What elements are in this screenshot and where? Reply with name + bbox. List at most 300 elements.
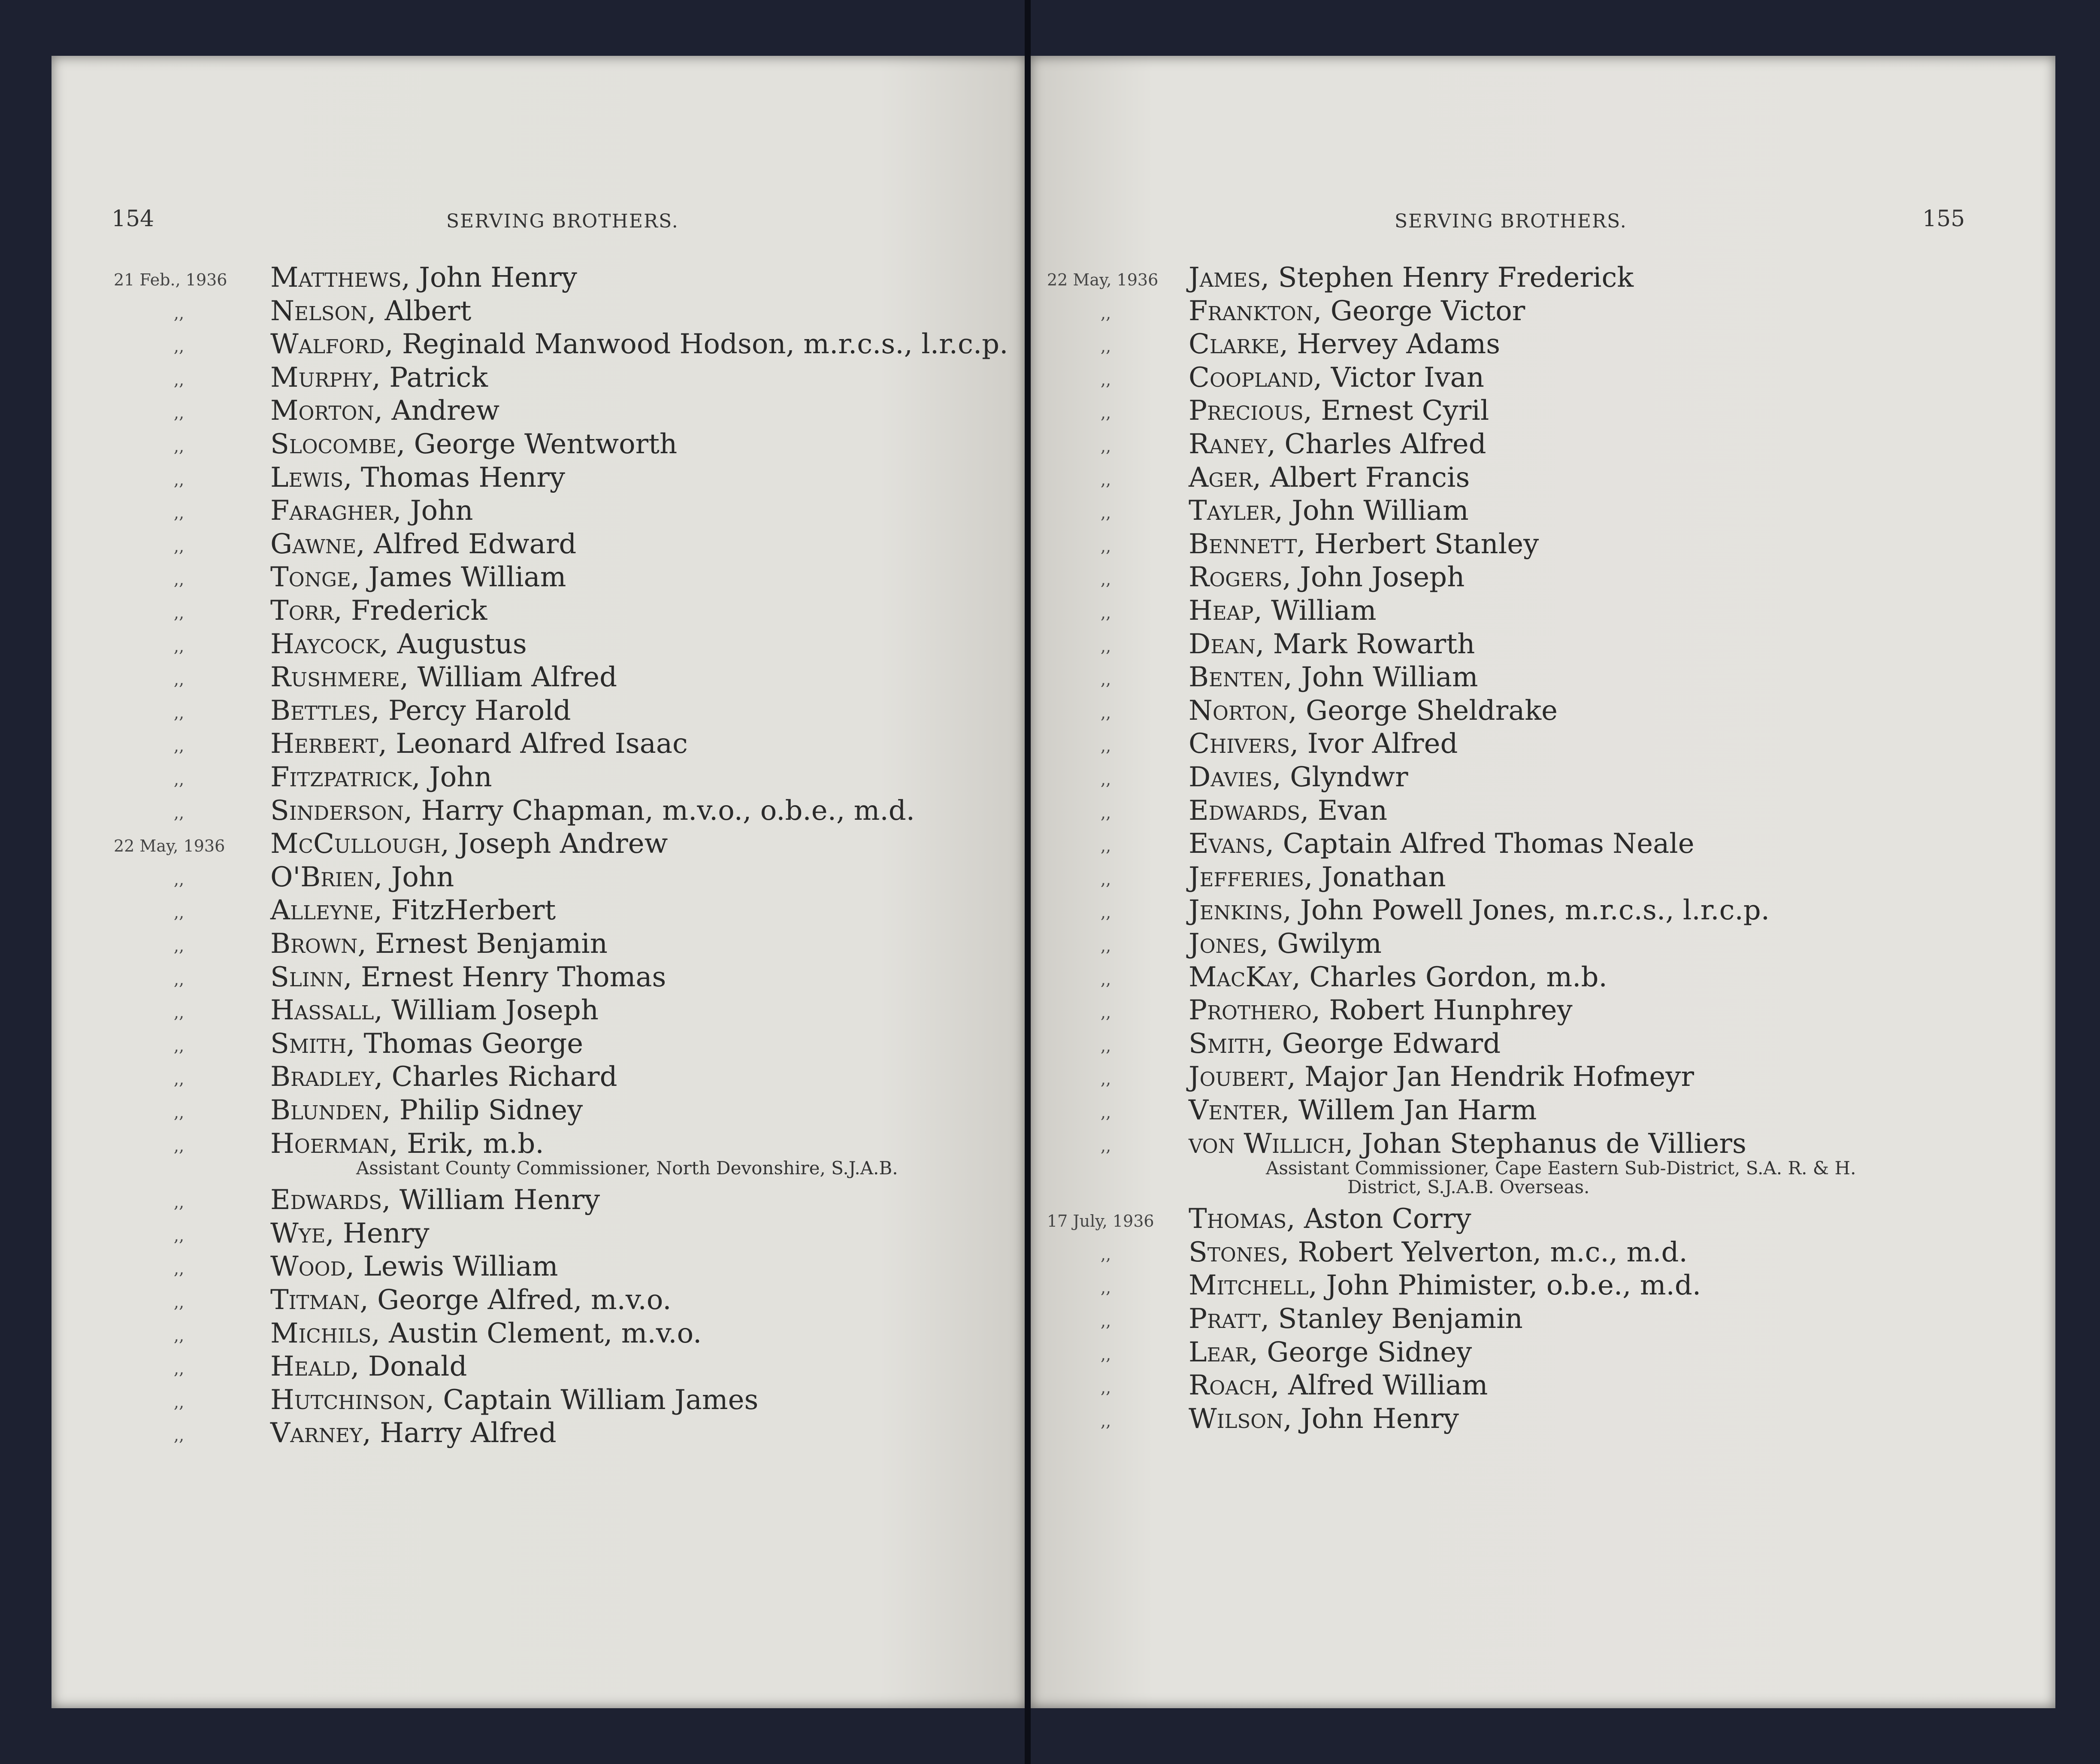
entry-name bbox=[270, 1251, 558, 1282]
entry-given-names: , Johan Stephanus de Villiers bbox=[1344, 1128, 1746, 1160]
entry-name bbox=[1189, 528, 1539, 560]
entry-date: ,, bbox=[174, 337, 185, 356]
entry-name bbox=[1189, 362, 1484, 394]
entry-date: ,, bbox=[1101, 770, 1111, 789]
entry-date: 21 Feb., 1936 bbox=[114, 270, 227, 289]
entry-name bbox=[270, 928, 608, 960]
register-entry bbox=[51, 761, 1026, 791]
entry-name bbox=[1189, 861, 1446, 893]
register-entry bbox=[51, 1094, 1026, 1124]
entry-given-names: , Andrew bbox=[374, 395, 500, 427]
entry-list bbox=[1030, 56, 2055, 1708]
entry-given-names: , Gwilym bbox=[1259, 928, 1382, 960]
register-entry bbox=[51, 595, 1026, 625]
register-entry bbox=[1030, 1028, 2055, 1058]
entry-date: ,, bbox=[1101, 303, 1111, 323]
register-entry bbox=[51, 1184, 1026, 1214]
register-entry bbox=[51, 1128, 1026, 1158]
entry-date: ,, bbox=[1101, 1036, 1111, 1055]
running-head: SERVING BROTHERS. bbox=[446, 210, 679, 232]
entry-surname: Norton bbox=[1189, 694, 1289, 727]
entry-given-names: , Albert Francis bbox=[1252, 461, 1470, 494]
register-entry bbox=[51, 495, 1026, 525]
entry-date: ,, bbox=[174, 303, 185, 323]
register-entry bbox=[1030, 628, 2055, 658]
entry-name bbox=[270, 1284, 672, 1316]
entry-date: ,, bbox=[1101, 670, 1111, 689]
entry-name bbox=[1189, 1337, 1472, 1368]
register-entry bbox=[51, 1251, 1026, 1281]
entry-date: ,, bbox=[1101, 737, 1111, 756]
entry-date: ,, bbox=[1101, 870, 1111, 889]
entry-note: Assistant County Commissioner, North Devonshire, S.J.A.B. bbox=[356, 1158, 898, 1179]
register-entry bbox=[1030, 695, 2055, 725]
register-entry bbox=[51, 961, 1026, 991]
entry-surname: Walford bbox=[270, 328, 385, 361]
entry-surname: Jenkins bbox=[1189, 894, 1283, 927]
register-entry bbox=[51, 1384, 1026, 1414]
register-entry bbox=[1030, 1337, 2055, 1367]
entry-surname: Coopland bbox=[1189, 361, 1313, 394]
entry-date: ,, bbox=[174, 1259, 185, 1279]
entry-surname: Heap bbox=[1189, 595, 1254, 627]
entry-date: ,, bbox=[1101, 837, 1111, 856]
entry-surname: Hassall bbox=[270, 994, 374, 1027]
register-entry bbox=[1030, 1061, 2055, 1091]
entry-given-names: , William bbox=[1253, 595, 1377, 627]
register-entry bbox=[1030, 728, 2055, 758]
register-entry bbox=[1030, 828, 2055, 858]
entry-surname: Matthews bbox=[270, 262, 402, 294]
entry-date: ,, bbox=[174, 1326, 185, 1345]
entry-name bbox=[270, 695, 571, 727]
entry-date: ,, bbox=[1101, 536, 1111, 556]
entry-name bbox=[1189, 328, 1500, 360]
register-entry bbox=[51, 695, 1026, 725]
entry-given-names: , Lewis William bbox=[345, 1251, 558, 1283]
entry-given-names: , John Joseph bbox=[1282, 561, 1465, 594]
register-entry bbox=[51, 1284, 1026, 1314]
entry-name bbox=[270, 994, 599, 1026]
entry-surname: Edwards bbox=[270, 1184, 382, 1216]
entry-given-names: , Robert Hunphrey bbox=[1311, 994, 1573, 1027]
entry-name bbox=[1189, 961, 1607, 993]
entry-given-names: , Frederick bbox=[333, 595, 487, 627]
entry-name bbox=[270, 362, 488, 394]
entry-surname: Smith bbox=[270, 1027, 346, 1060]
entry-given-names: , Herbert Stanley bbox=[1297, 528, 1539, 560]
entry-given-names: , Patrick bbox=[372, 361, 488, 394]
entry-date: ,, bbox=[174, 1226, 185, 1245]
entry-date: ,, bbox=[1101, 1278, 1111, 1297]
entry-surname: James bbox=[1189, 262, 1261, 294]
entry-date: ,, bbox=[174, 903, 185, 922]
entry-name bbox=[270, 395, 499, 427]
entry-date: ,, bbox=[1101, 370, 1111, 389]
entry-given-names: , Mark Rowarth bbox=[1256, 628, 1475, 660]
register-entry bbox=[1030, 428, 2055, 458]
entry-given-names: , Erik, m.b. bbox=[389, 1128, 544, 1160]
entry-date: ,, bbox=[174, 1193, 185, 1212]
entry-given-names: , Robert Yelverton, m.c., m.d. bbox=[1280, 1236, 1688, 1268]
entry-surname: Blunden bbox=[270, 1094, 382, 1126]
register-entry bbox=[1030, 861, 2055, 891]
entry-name bbox=[270, 262, 577, 294]
register-entry bbox=[51, 628, 1026, 658]
register-entry bbox=[51, 1028, 1026, 1058]
entry-name bbox=[1189, 828, 1695, 860]
entry-name bbox=[1189, 1094, 1537, 1126]
entry-date: ,, bbox=[1101, 937, 1111, 955]
entry-surname: Evans bbox=[1189, 828, 1265, 860]
entry-name bbox=[1189, 262, 1634, 294]
entry-name bbox=[270, 661, 617, 693]
entry-given-names: , Ernest Cyril bbox=[1303, 395, 1489, 427]
register-entry bbox=[51, 295, 1026, 325]
entry-name bbox=[270, 495, 473, 527]
entry-surname: von Willich bbox=[1189, 1128, 1345, 1160]
entry-given-names: , James William bbox=[351, 561, 566, 594]
entry-date: 22 May, 1936 bbox=[114, 837, 225, 856]
entry-name bbox=[270, 1061, 617, 1093]
entry-given-names: , Henry bbox=[325, 1217, 430, 1249]
entry-given-names: , Charles Gordon, m.b. bbox=[1292, 961, 1607, 993]
entry-given-names: , John bbox=[412, 761, 492, 793]
entry-given-names: , Ernest Henry Thomas bbox=[343, 961, 666, 993]
entry-given-names: , Harry Alfred bbox=[362, 1417, 557, 1449]
entry-surname: O'Brien bbox=[270, 861, 374, 893]
entry-note: District, S.J.A.B. Overseas. bbox=[1347, 1176, 1590, 1198]
entry-name bbox=[270, 1028, 583, 1060]
register-entry bbox=[51, 1218, 1026, 1248]
entry-date: ,, bbox=[1101, 1245, 1111, 1264]
entry-surname: Thomas bbox=[1189, 1203, 1287, 1235]
entry-name bbox=[1189, 1128, 1746, 1160]
entry-name bbox=[1189, 1403, 1459, 1435]
entry-surname: Michils bbox=[270, 1317, 372, 1349]
entry-given-names: , Charles Alfred bbox=[1267, 428, 1486, 460]
register-entry bbox=[51, 561, 1026, 594]
entry-name bbox=[1189, 295, 1525, 327]
entry-name bbox=[1189, 661, 1478, 693]
entry-given-names: , Evan bbox=[1300, 794, 1388, 827]
entry-name bbox=[270, 561, 566, 593]
entry-given-names: , Stanley Benjamin bbox=[1260, 1303, 1523, 1335]
entry-name bbox=[270, 828, 668, 860]
entry-surname: Venter bbox=[1189, 1094, 1281, 1126]
entry-surname: Fitzpatrick bbox=[270, 761, 412, 793]
register-entry bbox=[1030, 1270, 2055, 1300]
entry-list bbox=[51, 56, 1026, 1708]
entry-given-names: , John Powell Jones, m.r.c.s., l.r.c.p. bbox=[1283, 894, 1770, 927]
entry-surname: Roach bbox=[1189, 1370, 1271, 1402]
entry-name bbox=[270, 795, 915, 827]
entry-given-names: , Harry Chapman, m.v.o., o.b.e., m.d. bbox=[403, 794, 915, 827]
entry-surname: Lear bbox=[1189, 1336, 1250, 1368]
register-entry bbox=[1030, 495, 2055, 525]
entry-name bbox=[270, 595, 487, 627]
register-entry bbox=[1030, 1094, 2055, 1124]
entry-name bbox=[1189, 462, 1470, 494]
entry-given-names: , William Alfred bbox=[399, 661, 617, 694]
entry-name bbox=[270, 462, 565, 494]
entry-surname: Gawne bbox=[270, 528, 357, 560]
entry-given-names: , Willem Jan Harm bbox=[1281, 1094, 1537, 1126]
entry-surname: Tayler bbox=[1189, 495, 1274, 527]
register-entry bbox=[1030, 1303, 2055, 1333]
entry-given-names: , Alfred Edward bbox=[356, 528, 577, 560]
entry-date: ,, bbox=[174, 1070, 185, 1089]
entry-surname: Faragher bbox=[270, 495, 393, 527]
entry-date: ,, bbox=[1101, 803, 1111, 822]
entry-surname: Prothero bbox=[1189, 994, 1312, 1027]
entry-given-names: , John William bbox=[1274, 495, 1469, 527]
entry-date: ,, bbox=[174, 503, 185, 523]
entry-date: ,, bbox=[174, 703, 185, 722]
entry-given-names: , Augustus bbox=[379, 628, 527, 660]
entry-surname: Sinderson bbox=[270, 794, 404, 827]
entry-name bbox=[1189, 428, 1486, 460]
register-entry bbox=[1030, 462, 2055, 492]
entry-name bbox=[1189, 894, 1770, 926]
entry-given-names: , Joseph Andrew bbox=[440, 828, 668, 860]
entry-date: ,, bbox=[1101, 1103, 1111, 1122]
entry-date: ,, bbox=[1101, 1136, 1111, 1155]
entry-given-names: , Major Jan Hendrik Hofmeyr bbox=[1287, 1061, 1694, 1093]
entry-date: ,, bbox=[174, 536, 185, 556]
register-entry bbox=[1030, 595, 2055, 625]
entry-given-names: , George Edward bbox=[1264, 1027, 1501, 1060]
running-head: SERVING BROTHERS. bbox=[1395, 210, 1627, 232]
register-entry bbox=[51, 1417, 1026, 1447]
entry-name bbox=[270, 295, 471, 327]
entry-given-names: , John Phimister, o.b.e., m.d. bbox=[1308, 1270, 1701, 1302]
entry-given-names: , Thomas Henry bbox=[343, 461, 566, 494]
register-entry bbox=[51, 861, 1026, 891]
entry-given-names: , Glyndwr bbox=[1272, 761, 1408, 793]
entry-date: ,, bbox=[1101, 1411, 1111, 1431]
entry-given-names: , John bbox=[373, 861, 454, 893]
entry-name bbox=[270, 961, 666, 993]
entry-name bbox=[1189, 1237, 1688, 1268]
register-entry bbox=[1030, 994, 2055, 1027]
entry-date: ,, bbox=[1101, 1003, 1111, 1022]
entry-date: ,, bbox=[174, 1426, 185, 1445]
entry-given-names: , Austin Clement, m.v.o. bbox=[371, 1317, 702, 1349]
register-entry bbox=[51, 395, 1026, 425]
register-entry bbox=[1030, 561, 2055, 594]
entry-name bbox=[1189, 994, 1573, 1026]
entry-given-names: , Albert bbox=[367, 295, 472, 327]
entry-note: Assistant Commissioner, Cape Eastern Sub-District, S.A. R. & H. bbox=[1266, 1158, 1856, 1179]
register-entry bbox=[51, 1351, 1026, 1381]
entry-date: ,, bbox=[174, 1392, 185, 1412]
entry-given-names: , Captain William James bbox=[425, 1384, 759, 1416]
entry-given-names: , Thomas George bbox=[346, 1027, 584, 1060]
entry-surname: Wye bbox=[270, 1217, 326, 1249]
register-entry bbox=[1030, 1370, 2055, 1400]
register-entry bbox=[1030, 295, 2055, 325]
register-entry bbox=[1030, 1403, 2055, 1433]
register-entry bbox=[51, 728, 1026, 758]
entry-given-names: , George Sidney bbox=[1249, 1336, 1472, 1368]
entry-surname: Chivers bbox=[1189, 728, 1290, 760]
register-entry bbox=[51, 1061, 1026, 1091]
entry-surname: Hoerman bbox=[270, 1128, 390, 1160]
entry-name bbox=[270, 1128, 544, 1160]
entry-date: ,, bbox=[174, 570, 185, 589]
register-entry bbox=[1030, 362, 2055, 392]
entry-name bbox=[270, 328, 1008, 360]
entry-date: 17 July, 1936 bbox=[1047, 1212, 1154, 1231]
entry-surname: Murphy bbox=[270, 361, 372, 394]
entry-name bbox=[270, 628, 527, 660]
register-entry bbox=[51, 795, 1026, 825]
register-entry bbox=[1030, 262, 2055, 292]
entry-given-names: , John William bbox=[1283, 661, 1478, 694]
entry-given-names: , George Victor bbox=[1313, 295, 1525, 327]
entry-surname: Davies bbox=[1189, 761, 1273, 793]
entry-surname: Jefferies bbox=[1189, 861, 1304, 893]
entry-date: ,, bbox=[1101, 1345, 1111, 1364]
entry-given-names: , Reginald Manwood Hodson, m.r.c.s., l.r.c.p. bbox=[384, 328, 1008, 361]
register-entry bbox=[51, 428, 1026, 458]
entry-surname: Precious bbox=[1189, 395, 1304, 427]
entry-date: ,, bbox=[1101, 337, 1111, 356]
entry-name bbox=[1189, 495, 1469, 527]
entry-name bbox=[1189, 395, 1489, 427]
entry-date: ,, bbox=[174, 670, 185, 689]
entry-name bbox=[1189, 728, 1458, 760]
entry-surname: Bradley bbox=[270, 1061, 374, 1093]
book-gutter bbox=[1025, 0, 1031, 1764]
entry-name bbox=[1189, 695, 1558, 727]
entry-given-names: , George Sheldrake bbox=[1288, 694, 1558, 727]
entry-surname: Titman bbox=[270, 1284, 360, 1316]
entry-surname: MacKay bbox=[1189, 961, 1292, 993]
entry-surname: Rogers bbox=[1189, 561, 1283, 594]
entry-surname: Alleyne bbox=[270, 894, 374, 927]
register-entry bbox=[1030, 328, 2055, 361]
register-entry bbox=[1030, 961, 2055, 991]
register-entry bbox=[51, 262, 1026, 292]
entry-given-names: , Jonathan bbox=[1304, 861, 1446, 893]
register-entry bbox=[51, 528, 1026, 558]
entry-surname: Torr bbox=[270, 595, 334, 627]
entry-surname: Heald bbox=[270, 1351, 351, 1383]
register-entry bbox=[51, 328, 1026, 361]
entry-date: ,, bbox=[174, 470, 185, 489]
entry-name bbox=[270, 861, 454, 893]
right-page bbox=[1030, 56, 2055, 1708]
entry-date: ,, bbox=[174, 1103, 185, 1122]
entry-surname: Morton bbox=[270, 395, 374, 427]
entry-surname: Stones bbox=[1189, 1236, 1280, 1268]
register-entry bbox=[51, 894, 1026, 927]
entry-surname: Bennett bbox=[1189, 528, 1297, 560]
entry-given-names: , William Joseph bbox=[374, 994, 599, 1027]
entry-given-names: , Percy Harold bbox=[371, 694, 571, 727]
entry-date: 22 May, 1936 bbox=[1047, 270, 1159, 289]
entry-date: ,, bbox=[174, 437, 185, 456]
entry-given-names: , Leonard Alfred Isaac bbox=[378, 728, 688, 760]
entry-name bbox=[1189, 928, 1382, 960]
entry-date: ,, bbox=[174, 636, 185, 656]
entry-name bbox=[270, 1351, 467, 1382]
entry-surname: Nelson bbox=[270, 295, 367, 327]
entry-name bbox=[1189, 1270, 1701, 1301]
register-entry bbox=[1030, 928, 2055, 958]
entry-surname: Wood bbox=[270, 1251, 346, 1283]
register-entry bbox=[1030, 795, 2055, 825]
entry-given-names: , George Wentworth bbox=[396, 428, 678, 460]
entry-surname: Edwards bbox=[1189, 794, 1301, 827]
entry-name bbox=[270, 428, 677, 460]
entry-name bbox=[1189, 1203, 1471, 1235]
entry-given-names: , John Henry bbox=[401, 262, 577, 294]
entry-name bbox=[270, 1218, 430, 1249]
entry-name bbox=[1189, 1370, 1488, 1401]
register-entry bbox=[51, 462, 1026, 492]
entry-name bbox=[270, 761, 492, 793]
entry-date: ,, bbox=[174, 803, 185, 822]
register-entry bbox=[1030, 1128, 2055, 1158]
entry-given-names: , Hervey Adams bbox=[1279, 328, 1501, 361]
entry-given-names: , Victor Ivan bbox=[1313, 361, 1484, 394]
entry-surname: McCullough bbox=[270, 828, 441, 860]
entry-surname: Clarke bbox=[1189, 328, 1280, 361]
entry-given-names: , Donald bbox=[351, 1351, 467, 1383]
entry-date: ,, bbox=[1101, 603, 1111, 622]
entry-given-names: , Alfred William bbox=[1271, 1370, 1488, 1402]
entry-surname: Raney bbox=[1189, 428, 1267, 460]
register-entry bbox=[51, 928, 1026, 958]
entry-name bbox=[1189, 1303, 1523, 1335]
entry-date: ,, bbox=[174, 370, 185, 389]
entry-surname: Varney bbox=[270, 1417, 363, 1449]
entry-date: ,, bbox=[174, 770, 185, 789]
entry-name bbox=[1189, 761, 1408, 793]
entry-surname: Wilson bbox=[1189, 1403, 1283, 1435]
entry-date: ,, bbox=[174, 1293, 185, 1312]
entry-surname: Joubert bbox=[1189, 1061, 1287, 1093]
entry-given-names: , Ivor Alfred bbox=[1290, 728, 1458, 760]
register-entry bbox=[1030, 1237, 2055, 1267]
entry-surname: Benten bbox=[1189, 661, 1284, 694]
entry-given-names: , Captain Alfred Thomas Neale bbox=[1265, 828, 1695, 860]
register-entry bbox=[1030, 761, 2055, 791]
entry-surname: Lewis bbox=[270, 461, 344, 494]
entry-surname: Haycock bbox=[270, 628, 380, 660]
entry-given-names: , George Alfred, m.v.o. bbox=[360, 1284, 672, 1316]
entry-name bbox=[1189, 628, 1475, 660]
entry-given-names: , Ernest Benjamin bbox=[357, 928, 608, 960]
page-number: 154 bbox=[112, 206, 154, 232]
entry-name bbox=[1189, 595, 1377, 627]
entry-date: ,, bbox=[1101, 570, 1111, 589]
entry-date: ,, bbox=[174, 403, 185, 423]
entry-given-names: , Charles Richard bbox=[374, 1061, 617, 1093]
entry-date: ,, bbox=[1101, 437, 1111, 456]
entry-date: ,, bbox=[174, 1359, 185, 1379]
entry-date: ,, bbox=[174, 937, 185, 955]
entry-date: ,, bbox=[1101, 1312, 1111, 1331]
entry-given-names: , Philip Sidney bbox=[382, 1094, 583, 1126]
entry-date: ,, bbox=[1101, 503, 1111, 523]
entry-name bbox=[1189, 795, 1387, 827]
entry-given-names: , Stephen Henry Frederick bbox=[1260, 262, 1634, 294]
register-entry bbox=[51, 661, 1026, 694]
